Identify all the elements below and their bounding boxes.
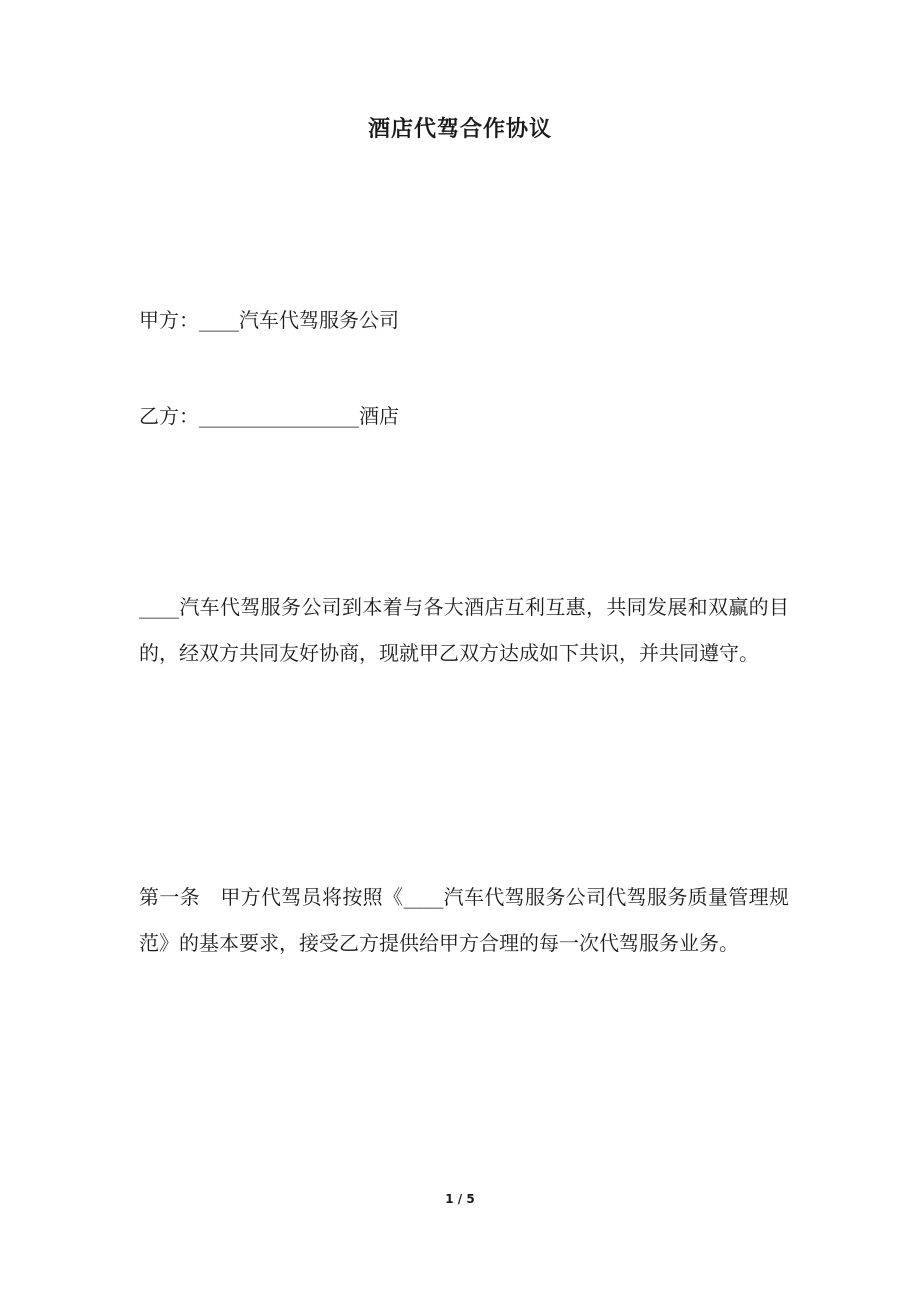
page-number: 1 / 5 [445,1192,475,1206]
article-1-paragraph: 第一条 甲方代驾员将按照《____汽车代驾服务公司代驾服务质量管理规范》的基本要求，接受乙方提供给甲方合理的每一次代驾服务业务。 [139,885,789,955]
intro-paragraph: ____汽车代驾服务公司到本着与各大酒店互利互惠，共同发展和双赢的目的，经双方共同友好协商，现就甲乙双方达成如下共识，并共同遵守。 [139,595,789,665]
party-a-line: 甲方：____汽车代驾服务公司 [139,308,399,332]
document-title: 酒店代驾合作协议 [367,117,552,142]
party-b-line: 乙方：________________酒店 [139,404,399,428]
